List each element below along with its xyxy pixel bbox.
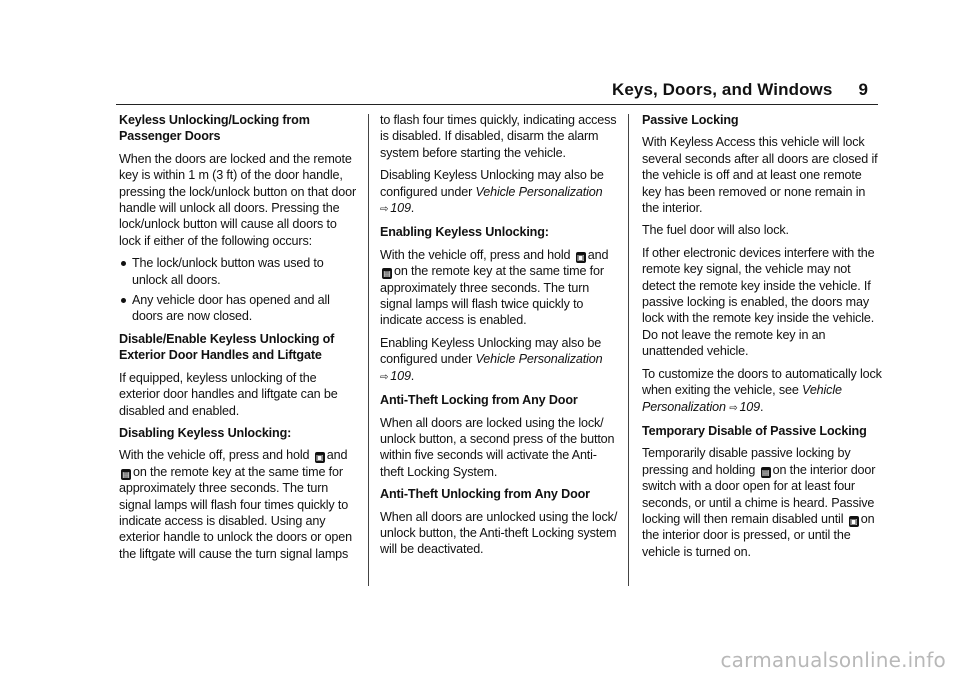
bullet-list (119, 255, 359, 325)
heading-passive-locking: Passive Locking (642, 113, 739, 127)
column-3 (642, 112, 882, 566)
page-ref-arrow-icon: ⇨ (380, 204, 389, 216)
column-divider (628, 114, 629, 586)
paragraph: To customize the doors to automatically lock when exiting the vehicle, see Vehicle Personalization ⇨ 109. (642, 366, 882, 417)
section-title: Keys, Doors, and Windows (611, 80, 833, 99)
cross-reference[interactable]: Vehicle Personalization (475, 184, 603, 199)
paragraph: If equipped, keyless unlocking of the exterior door handles and liftgate can be disabled and enabled. (119, 370, 338, 418)
paragraph: When the doors are locked and the remote key is within 1 m (3 ft) of the door handle, pressing the lock/unlock button on that door handle will unlock all doors. Pressing the lock/unlock button will cause all doors to lock if either of the following occurs: (119, 151, 357, 248)
paragraph: to flash four times quickly, indicating access is disabled. If disabled, disarm the alarm system before starting the vehicle. (380, 113, 617, 160)
lock-icon: ▣ (316, 453, 324, 463)
unlock-icon: ▤ (383, 269, 391, 279)
paragraph: The fuel door will also lock. (642, 223, 789, 238)
watermark: carmanualsonline.info (720, 648, 946, 672)
heading-anti-theft-locking: Anti-Theft Locking from Any Door (380, 393, 578, 408)
lock-icon: ▣ (850, 516, 858, 526)
list-item: The lock/unlock button was used to unlock all doors. (119, 255, 359, 288)
header-rule (116, 104, 878, 105)
heading-disable-enable: Disable/Enable Keyless Unlocking of Exterior Door Handles and Liftgate (119, 331, 335, 363)
heading-disabling: Disabling Keyless Unlocking: (119, 425, 292, 440)
column-divider (368, 114, 369, 586)
list-item: Any vehicle door has opened and all doors are now closed. (119, 292, 359, 325)
lock-icon: ▣ (577, 252, 585, 262)
page-header (612, 80, 868, 100)
heading-anti-theft-unlocking: Anti-Theft Unlocking from Any Door (380, 487, 590, 502)
paragraph: Disabling Keyless Unlocking may also be configured under Vehicle Personalization ⇨ 109. (380, 167, 620, 218)
column-1 (119, 112, 359, 568)
page-ref-arrow-icon: ⇨ (380, 371, 389, 383)
heading-keyless-passenger-doors: Keyless Unlocking/Locking from Passenger Doors (119, 113, 310, 144)
page-ref[interactable]: 109 (390, 368, 411, 383)
bullet-icon (121, 298, 126, 303)
page-ref[interactable]: 109 (739, 399, 761, 414)
paragraph: Enabling Keyless Unlocking may also be configured under Vehicle Personalization ⇨ 109. (380, 335, 620, 386)
column-2 (380, 112, 620, 564)
paragraph: With the vehicle off, press and hold ▣ and ▤ on the remote key at the same time for approximately three seconds. The turn signal lamps will flash four times quickly to indicate access is disabled. Using any exterior handle to unlock the doors or open the liftgate will cause the turn signal lamps (119, 448, 352, 561)
paragraph: If other electronic devices interfere with the remote key signal, the vehicle may not detect the remote key inside the vehicle. If passive locking is enabled, the doors may lock with the remote key inside the vehicle. Do not leave the remote key in an unattended vehicle. (642, 245, 875, 359)
paragraph: When all doors are unlocked using the lock/ unlock button, the Anti-theft Locking system will be deactivated. (380, 509, 618, 557)
paragraph: With the vehicle off, press and hold ▣ and ▤ on the remote key at the same time for approximately three seconds. The turn signal lamps will flash twice quickly to indicate access is enabled. (380, 247, 609, 328)
heading-enabling: Enabling Keyless Unlocking: (380, 225, 549, 240)
unlock-icon: ▤ (122, 469, 130, 479)
heading-temporary-disable: Temporary Disable of Passive Locking (642, 423, 867, 438)
unlock-icon: ▤ (761, 467, 770, 477)
cross-reference[interactable]: Vehicle Personalization (642, 383, 842, 414)
paragraph: When all doors are locked using the lock/ unlock button, a second press of the button within five seconds will activate the Anti-theft Locking System. (380, 415, 615, 479)
cross-reference[interactable]: Vehicle Personalization (475, 352, 603, 367)
page-number: 9 (858, 80, 868, 99)
paragraph: Temporarily disable passive locking by pressing and holding ▤ on the interior door switch with a door open for at least four seconds, or until a chime is heard. Passive locking will then remain disabled until ▣ on the interior door is pressed, or until the vehicle is turned on. (642, 446, 876, 559)
page-ref-arrow-icon: ⇨ (729, 402, 738, 414)
page-ref[interactable]: 109 (390, 201, 411, 216)
paragraph: With Keyless Access this vehicle will lock several seconds after all doors are closed if the vehicle is off and at least one remote key has been removed or none remain in the interior. (642, 135, 878, 216)
bullet-icon (121, 261, 126, 266)
